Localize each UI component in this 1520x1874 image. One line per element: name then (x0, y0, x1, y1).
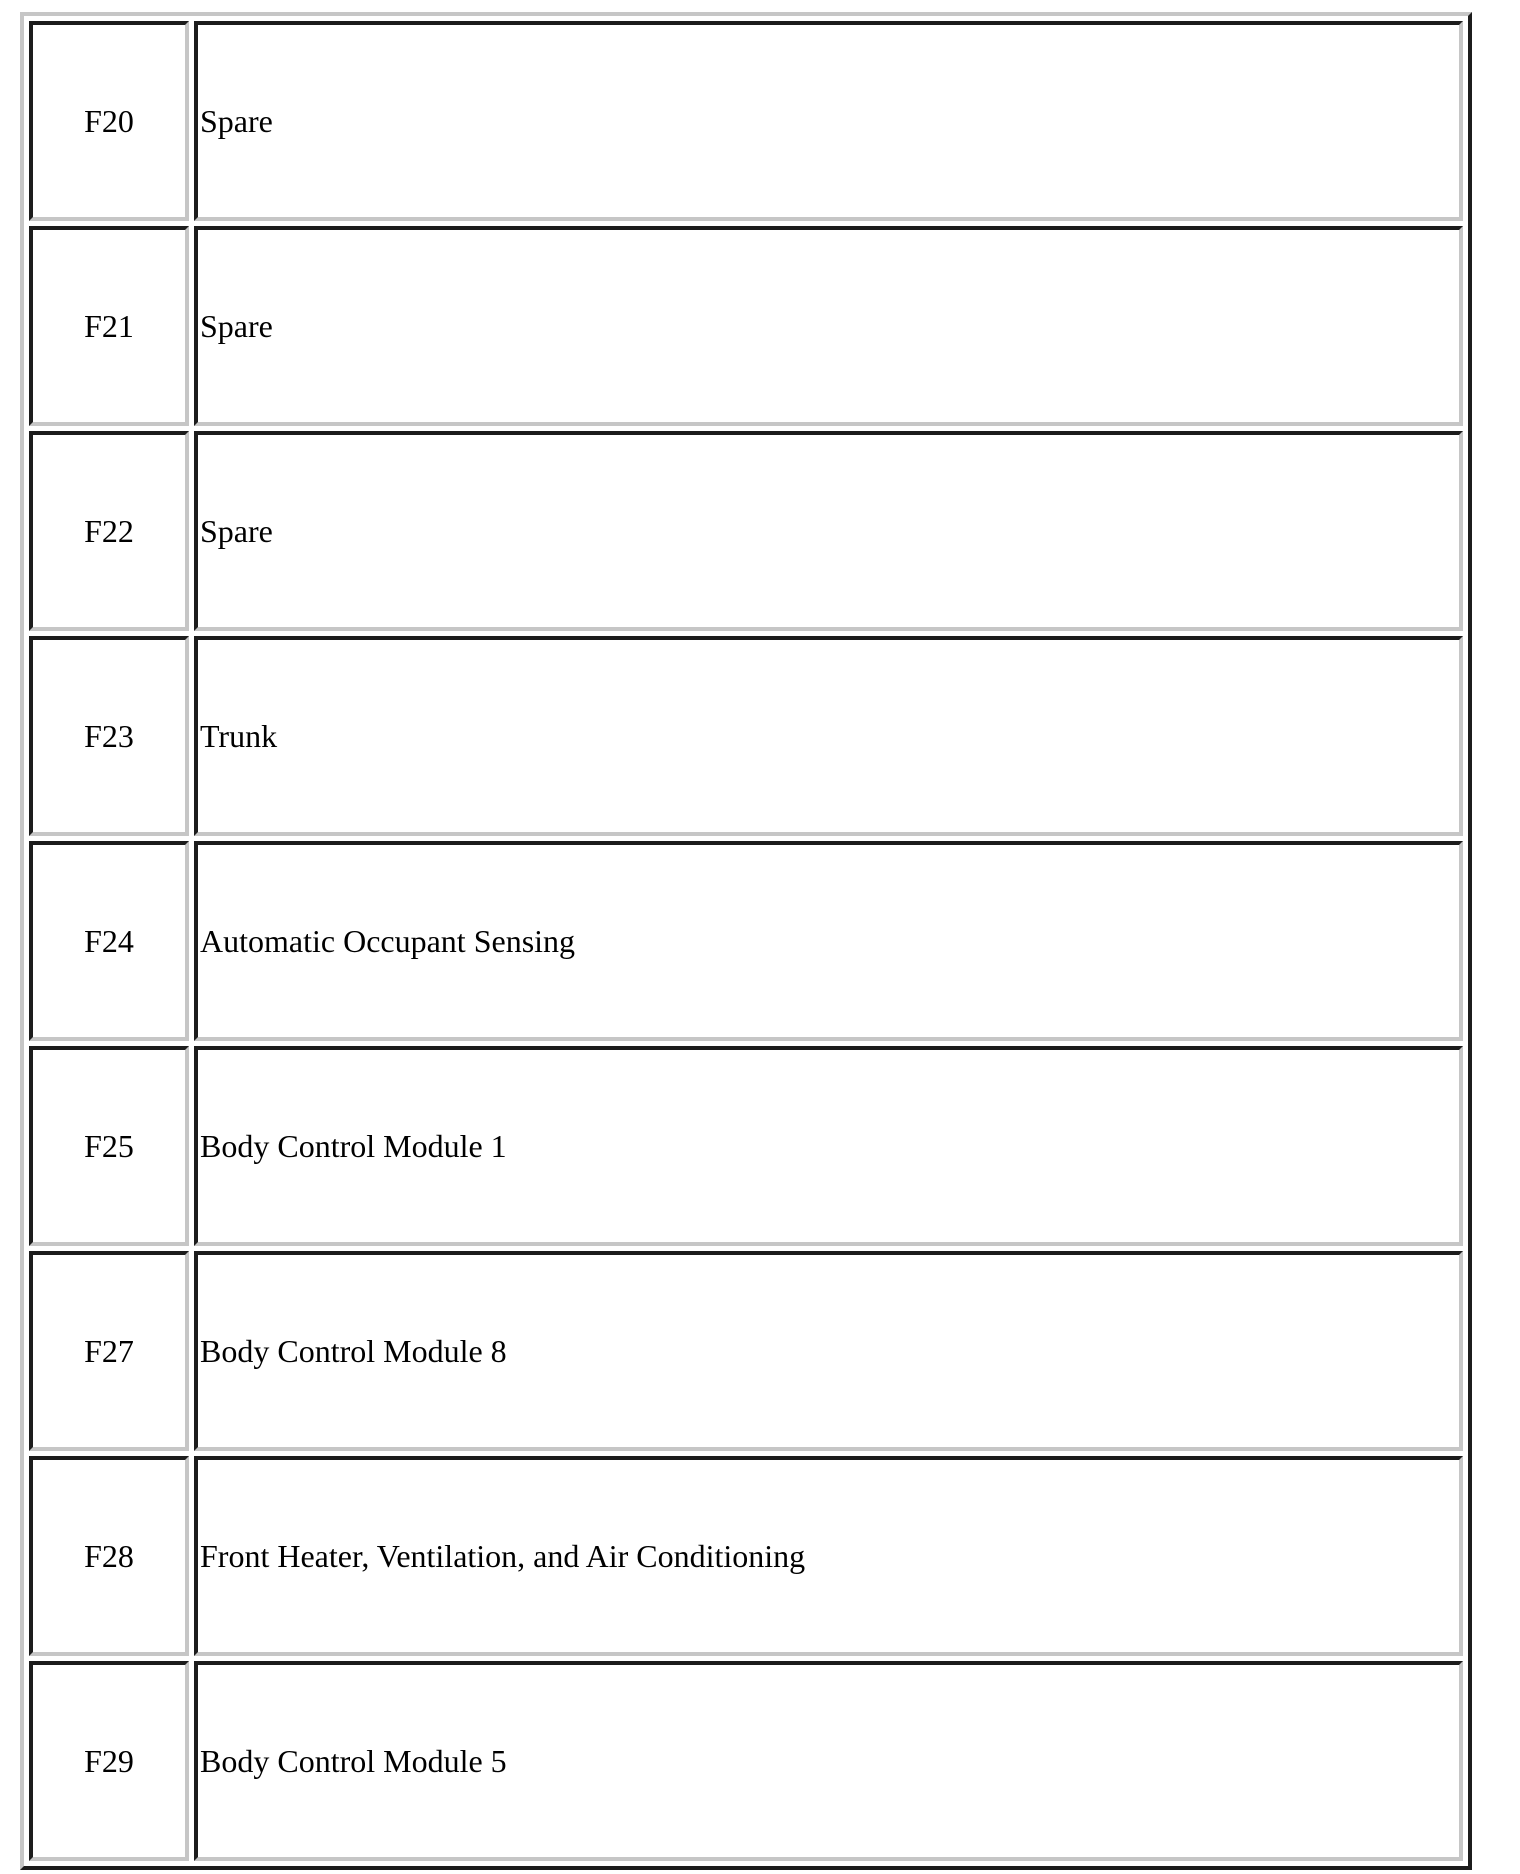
fuse-id-cell: F24 (29, 841, 189, 1041)
fuse-description-cell: Trunk (194, 636, 1463, 836)
table-row (29, 226, 1463, 426)
table-row (29, 1661, 1463, 1861)
table-row (29, 1251, 1463, 1451)
fuse-id-cell: F25 (29, 1046, 189, 1246)
fuse-id-cell: F21 (29, 226, 189, 426)
fuse-id-cell: F23 (29, 636, 189, 836)
fuse-description-cell: Front Heater, Ventilation, and Air Conditioning (194, 1456, 1463, 1656)
table-row (29, 1456, 1463, 1656)
table-row (29, 636, 1463, 836)
fuse-description-cell: Spare (194, 226, 1463, 426)
fuse-description-cell: Spare (194, 21, 1463, 221)
fuse-id-cell: F27 (29, 1251, 189, 1451)
table-row (29, 21, 1463, 221)
fuse-id-cell: F22 (29, 431, 189, 631)
fuse-table (20, 12, 1472, 1870)
fuse-id-cell: F20 (29, 21, 189, 221)
table-row (29, 431, 1463, 631)
fuse-description-cell: Body Control Module 1 (194, 1046, 1463, 1246)
table-row (29, 841, 1463, 1041)
fuse-description-cell: Spare (194, 431, 1463, 631)
fuse-description-cell: Body Control Module 8 (194, 1251, 1463, 1451)
fuse-description-cell: Body Control Module 5 (194, 1661, 1463, 1861)
fuse-id-cell: F28 (29, 1456, 189, 1656)
fuse-description-cell: Automatic Occupant Sensing (194, 841, 1463, 1041)
table-row (29, 1046, 1463, 1246)
fuse-id-cell: F29 (29, 1661, 189, 1861)
